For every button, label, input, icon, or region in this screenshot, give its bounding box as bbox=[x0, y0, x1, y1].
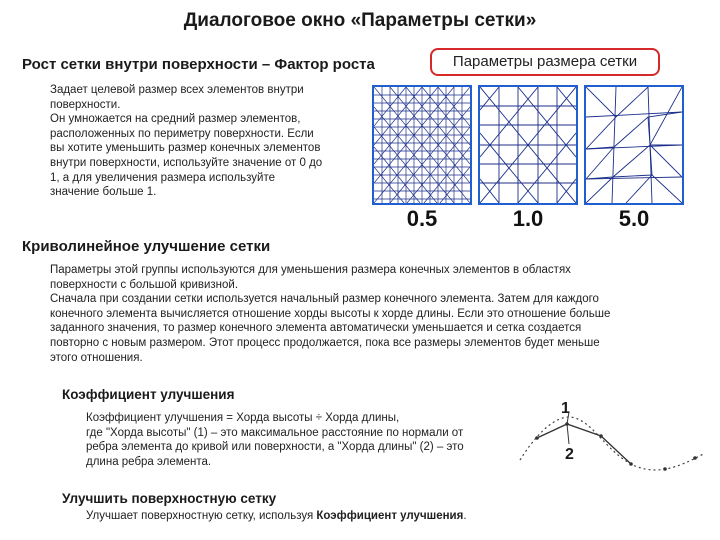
curvature-description bbox=[50, 263, 710, 365]
page-title: Диалоговое окно «Параметры сетки» bbox=[183, 10, 537, 31]
chord-length-label: 2 bbox=[565, 446, 574, 463]
text-line: вы хотите уменьшить размер конечных элементов bbox=[50, 142, 321, 155]
text-line: ребра элемента до кривой или поверхности, а "Хорда длины" (2) – это bbox=[86, 441, 464, 454]
text-line: повторно с новым размером. Этот процесс продолжается, пока все размеры элементов будет меньше bbox=[50, 336, 600, 349]
text-line: конечного элемента вычисляется отношение хорды высоты к хорде длины. Если это отношение больше bbox=[50, 307, 611, 320]
improve-text-bold: Коэффициент улучшения bbox=[316, 510, 464, 522]
chord-height-label: 1 bbox=[561, 400, 570, 417]
text-line: Сначала при создании сетки используется начальный размер конечного элемента. Затем для каждого bbox=[50, 293, 599, 306]
text-line: Задает целевой размер всех элементов внутри bbox=[50, 84, 304, 96]
growth-heading: Рост сетки внутри поверхности – Фактор роста bbox=[22, 56, 375, 73]
improve-heading: Улучшить поверхностную сетку bbox=[62, 491, 277, 506]
mesh-label-0-5: 0.5 bbox=[406, 206, 438, 231]
mesh-fine-image bbox=[372, 85, 472, 205]
mesh-medium-image bbox=[478, 85, 578, 205]
chord-diagram bbox=[515, 398, 710, 490]
text-line: Параметры этой группы используются для уменьшения размера конечных элементов в областях bbox=[50, 264, 571, 276]
coefficient-heading: Коэффициент улучшения bbox=[62, 387, 235, 402]
text-line: длина ребра элемента. bbox=[86, 455, 212, 468]
curve-line bbox=[520, 417, 705, 470]
mesh-label-5-0: 5.0 bbox=[618, 206, 650, 231]
improve-text-end: . bbox=[463, 510, 467, 522]
improve-text: Улучшает поверхностную сетку, используя bbox=[86, 510, 317, 522]
element-edge bbox=[537, 424, 631, 464]
text-line: поверхности с большой кривизной. bbox=[50, 278, 239, 291]
growth-description bbox=[50, 83, 370, 200]
chord-length-line bbox=[567, 424, 569, 444]
text-line: где "Хорда высоты" (1) – это максимальное расстояние по нормали от bbox=[86, 426, 464, 439]
text-line: значение больше 1. bbox=[50, 186, 157, 199]
mesh-coarse-image bbox=[584, 85, 684, 205]
text-line: внутри поверхности, используйте значение от 0 до bbox=[50, 156, 323, 169]
curvature-heading: Криволинейное улучшение сетки bbox=[22, 238, 271, 255]
mesh-label-1-0: 1.0 bbox=[512, 206, 544, 231]
text-line: поверхности. bbox=[50, 98, 121, 111]
text-line: Коэффициент улучшения = Хорда высоты ÷ Хорда длины, bbox=[86, 412, 400, 424]
mesh-size-params-tab[interactable]: Параметры размера сетки bbox=[430, 48, 660, 76]
text-line: этого отношения. bbox=[50, 351, 143, 364]
text-line: расположенных по периметру поверхности. Если bbox=[50, 127, 314, 140]
text-line: 1, а для увеличения размера используйте bbox=[50, 171, 276, 184]
coefficient-description bbox=[86, 411, 516, 469]
improve-description bbox=[86, 509, 686, 524]
text-line: заданного значения, то размер конечного элемента автоматически уменьшается и сетка создается bbox=[50, 322, 582, 335]
text-line: Он умножается на средний размер элементов, bbox=[50, 113, 301, 126]
